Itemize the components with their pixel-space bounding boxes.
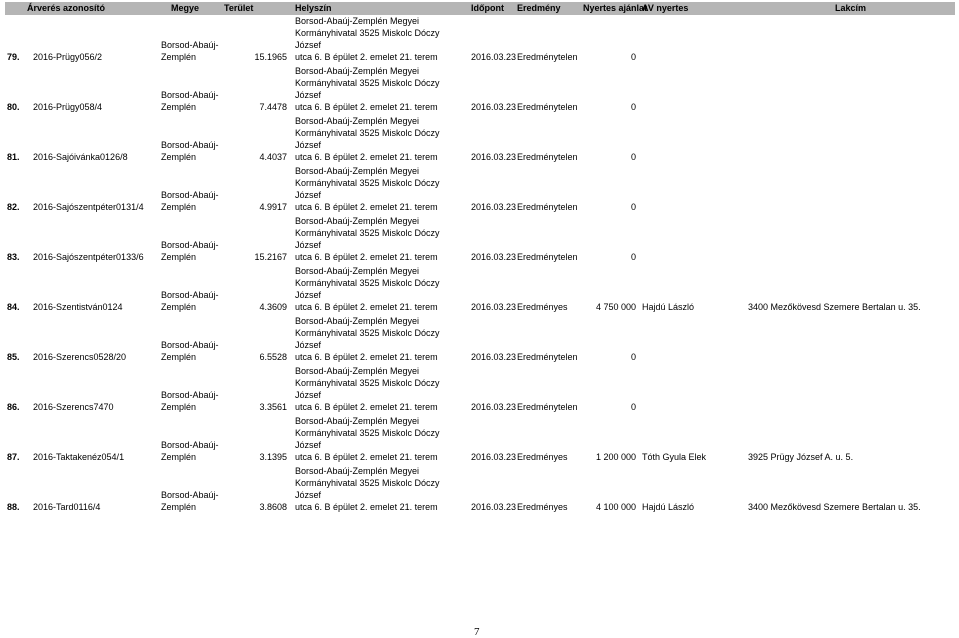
county: Borsod-Abaúj-Zemplén: [161, 340, 219, 362]
area: 6.5528: [259, 352, 287, 362]
winner: [640, 365, 746, 415]
venue-line-1: Borsod-Abaúj-Zemplén Megyei: [295, 16, 420, 26]
winning-bid: 0: [630, 252, 636, 262]
winner: [640, 315, 746, 365]
row-number: 86.: [7, 402, 20, 412]
header-auction-id: Árverés azonosító: [27, 3, 106, 13]
venue-line-3: utca 6. B épület 2. emelet 21. terem: [295, 252, 438, 262]
result: Eredményes: [517, 452, 568, 462]
winning-bid: 0: [630, 52, 636, 62]
auction-results-table: [5, 2, 955, 515]
table-body: [5, 15, 955, 515]
winning-bid: 1 200 000: [595, 452, 636, 462]
row-number: 83.: [7, 252, 20, 262]
auction-id: 2016-Szerencs7470: [33, 402, 114, 412]
auction-id: 2016-Prügy056/2: [33, 52, 103, 62]
venue-line-3: utca 6. B épület 2. emelet 21. terem: [295, 452, 438, 462]
county: Borsod-Abaúj-Zemplén: [161, 240, 219, 262]
venue: [293, 165, 469, 215]
header-county: Megye: [171, 3, 200, 13]
winning-bid: 0: [630, 102, 636, 112]
venue-line-1: Borsod-Abaúj-Zemplén Megyei: [295, 216, 420, 226]
venue-line-3: utca 6. B épület 2. emelet 21. terem: [295, 202, 438, 212]
venue: [293, 465, 469, 515]
table-row: [5, 215, 955, 265]
venue-line-1: Borsod-Abaúj-Zemplén Megyei: [295, 266, 420, 276]
winning-bid: 4 100 000: [595, 502, 636, 512]
winner-address: [746, 65, 955, 115]
auction-id: 2016-Sajószentpéter0133/6: [33, 252, 144, 262]
venue: [293, 15, 469, 65]
venue-line-2: Kormányhivatal 3525 Miskolc Dóczy József: [295, 278, 440, 300]
county: Borsod-Abaúj-Zemplén: [161, 190, 219, 212]
table-header: [5, 2, 955, 15]
venue-line-1: Borsod-Abaúj-Zemplén Megyei: [295, 316, 420, 326]
winner-address: [746, 365, 955, 415]
area: 3.1395: [259, 452, 287, 462]
auction-date: 2016.03.23: [471, 302, 517, 312]
winner-address: [746, 215, 955, 265]
county: Borsod-Abaúj-Zemplén: [161, 440, 219, 462]
result: Eredménytelen: [517, 152, 578, 162]
winner: [640, 15, 746, 65]
venue-line-3: utca 6. B épület 2. emelet 21. terem: [295, 102, 438, 112]
row-number: 85.: [7, 352, 20, 362]
county: Borsod-Abaúj-Zemplén: [161, 140, 219, 162]
venue-line-1: Borsod-Abaúj-Zemplén Megyei: [295, 166, 420, 176]
header-area: Terület: [224, 3, 254, 13]
auction-id: 2016-Szerencs0528/20: [33, 352, 127, 362]
auction-date: 2016.03.23: [471, 402, 517, 412]
county: Borsod-Abaúj-Zemplén: [161, 490, 219, 512]
header-time: Időpont: [471, 3, 504, 13]
winning-bid: 0: [630, 402, 636, 412]
venue-line-3: utca 6. B épület 2. emelet 21. terem: [295, 352, 438, 362]
winner-address: [746, 115, 955, 165]
venue-line-3: utca 6. B épület 2. emelet 21. terem: [295, 152, 438, 162]
venue-line-1: Borsod-Abaúj-Zemplén Megyei: [295, 466, 420, 476]
table-row: [5, 115, 955, 165]
row-number: 79.: [7, 52, 20, 62]
row-number: 87.: [7, 452, 20, 462]
header-row: [5, 2, 955, 15]
area: 15.1965: [254, 52, 287, 62]
venue: [293, 315, 469, 365]
result: Eredményes: [517, 302, 568, 312]
area: 4.9917: [259, 202, 287, 212]
venue-line-2: Kormányhivatal 3525 Miskolc Dóczy József: [295, 328, 440, 350]
venue-line-2: Kormányhivatal 3525 Miskolc Dóczy József: [295, 478, 440, 500]
auction-date: 2016.03.23: [471, 502, 517, 512]
county: Borsod-Abaúj-Zemplén: [161, 390, 219, 412]
winner-address: [746, 15, 955, 65]
table-row: [5, 415, 955, 465]
area: 4.4037: [259, 152, 287, 162]
header-venue: Helyszín: [295, 3, 332, 13]
venue-line-2: Kormányhivatal 3525 Miskolc Dóczy József: [295, 128, 440, 150]
auction-id: 2016-Sajószentpéter0131/4: [33, 202, 144, 212]
venue-line-3: utca 6. B épület 2. emelet 21. terem: [295, 402, 438, 412]
winner-address: 3400 Mezőkövesd Szemere Bertalan u. 35.: [748, 502, 921, 512]
venue-line-3: utca 6. B épület 2. emelet 21. terem: [295, 52, 438, 62]
row-number: 84.: [7, 302, 20, 312]
auction-date: 2016.03.23: [471, 152, 517, 162]
area: 15.2167: [254, 252, 287, 262]
county: Borsod-Abaúj-Zemplén: [161, 40, 219, 62]
auction-date: 2016.03.23: [471, 102, 517, 112]
venue-line-2: Kormányhivatal 3525 Miskolc Dóczy József: [295, 78, 440, 100]
row-number: 88.: [7, 502, 20, 512]
row-number: 82.: [7, 202, 20, 212]
auction-id: 2016-Szentistván0124: [33, 302, 123, 312]
header-winning-bid: Nyertes ajánlat: [583, 3, 648, 13]
venue: [293, 415, 469, 465]
table-row: [5, 65, 955, 115]
county: Borsod-Abaúj-Zemplén: [161, 90, 219, 112]
winner: [640, 115, 746, 165]
venue: [293, 115, 469, 165]
winner: Hajdú László: [642, 502, 695, 512]
result: Eredménytelen: [517, 402, 578, 412]
winner-address: 3925 Prügy József A. u. 5.: [748, 452, 854, 462]
page-number: 7: [474, 626, 480, 638]
row-number: 80.: [7, 102, 20, 112]
result: Eredménytelen: [517, 352, 578, 362]
table-row: [5, 265, 955, 315]
table-row: [5, 165, 955, 215]
auction-id: 2016-Sajóivánka0126/8: [33, 152, 128, 162]
venue-line-1: Borsod-Abaúj-Zemplén Megyei: [295, 66, 420, 76]
header-winner: AV nyertes: [642, 3, 689, 13]
venue-line-2: Kormányhivatal 3525 Miskolc Dóczy József: [295, 228, 440, 250]
venue: [293, 265, 469, 315]
winning-bid: 0: [630, 202, 636, 212]
table-row: [5, 365, 955, 415]
area: 3.3561: [259, 402, 287, 412]
header-address: Lakcím: [834, 3, 867, 13]
venue-line-1: Borsod-Abaúj-Zemplén Megyei: [295, 116, 420, 126]
venue: [293, 215, 469, 265]
venue-line-1: Borsod-Abaúj-Zemplén Megyei: [295, 416, 420, 426]
venue-line-2: Kormányhivatal 3525 Miskolc Dóczy József: [295, 378, 440, 400]
auction-date: 2016.03.23: [471, 452, 517, 462]
winner: [640, 215, 746, 265]
winner: Tóth Gyula Elek: [642, 452, 707, 462]
venue: [293, 365, 469, 415]
auction-date: 2016.03.23: [471, 352, 517, 362]
area: 3.8608: [259, 502, 287, 512]
row-number: 81.: [7, 152, 20, 162]
venue: [293, 65, 469, 115]
result: Eredménytelen: [517, 202, 578, 212]
winner: [640, 165, 746, 215]
venue-line-3: utca 6. B épület 2. emelet 21. terem: [295, 302, 438, 312]
auction-date: 2016.03.23: [471, 252, 517, 262]
winning-bid: 0: [630, 152, 636, 162]
winner-address: 3400 Mezőkövesd Szemere Bertalan u. 35.: [748, 302, 921, 312]
venue-line-3: utca 6. B épület 2. emelet 21. terem: [295, 502, 438, 512]
winner-address: [746, 315, 955, 365]
winner-address: [746, 165, 955, 215]
table-row: [5, 465, 955, 515]
venue-line-2: Kormányhivatal 3525 Miskolc Dóczy József: [295, 178, 440, 200]
area: 7.4478: [259, 102, 287, 112]
winning-bid: 4 750 000: [595, 302, 636, 312]
auction-id: 2016-Taktakenéz054/1: [33, 452, 125, 462]
winner: [640, 65, 746, 115]
auction-id: 2016-Prügy058/4: [33, 102, 103, 112]
result: Eredményes: [517, 502, 568, 512]
result: Eredménytelen: [517, 102, 578, 112]
venue-line-2: Kormányhivatal 3525 Miskolc Dóczy József: [295, 28, 440, 50]
auction-date: 2016.03.23: [471, 52, 517, 62]
venue-line-1: Borsod-Abaúj-Zemplén Megyei: [295, 366, 420, 376]
winner: Hajdú László: [642, 302, 695, 312]
winning-bid: 0: [630, 352, 636, 362]
result: Eredménytelen: [517, 52, 578, 62]
result: Eredménytelen: [517, 252, 578, 262]
auction-id: 2016-Tard0116/4: [33, 502, 101, 512]
county: Borsod-Abaúj-Zemplén: [161, 290, 219, 312]
venue-line-2: Kormányhivatal 3525 Miskolc Dóczy József: [295, 428, 440, 450]
area: 4.3609: [259, 302, 287, 312]
table-row: [5, 315, 955, 365]
auction-date: 2016.03.23: [471, 202, 517, 212]
header-result: Eredmény: [517, 3, 561, 13]
table-row: [5, 15, 955, 65]
